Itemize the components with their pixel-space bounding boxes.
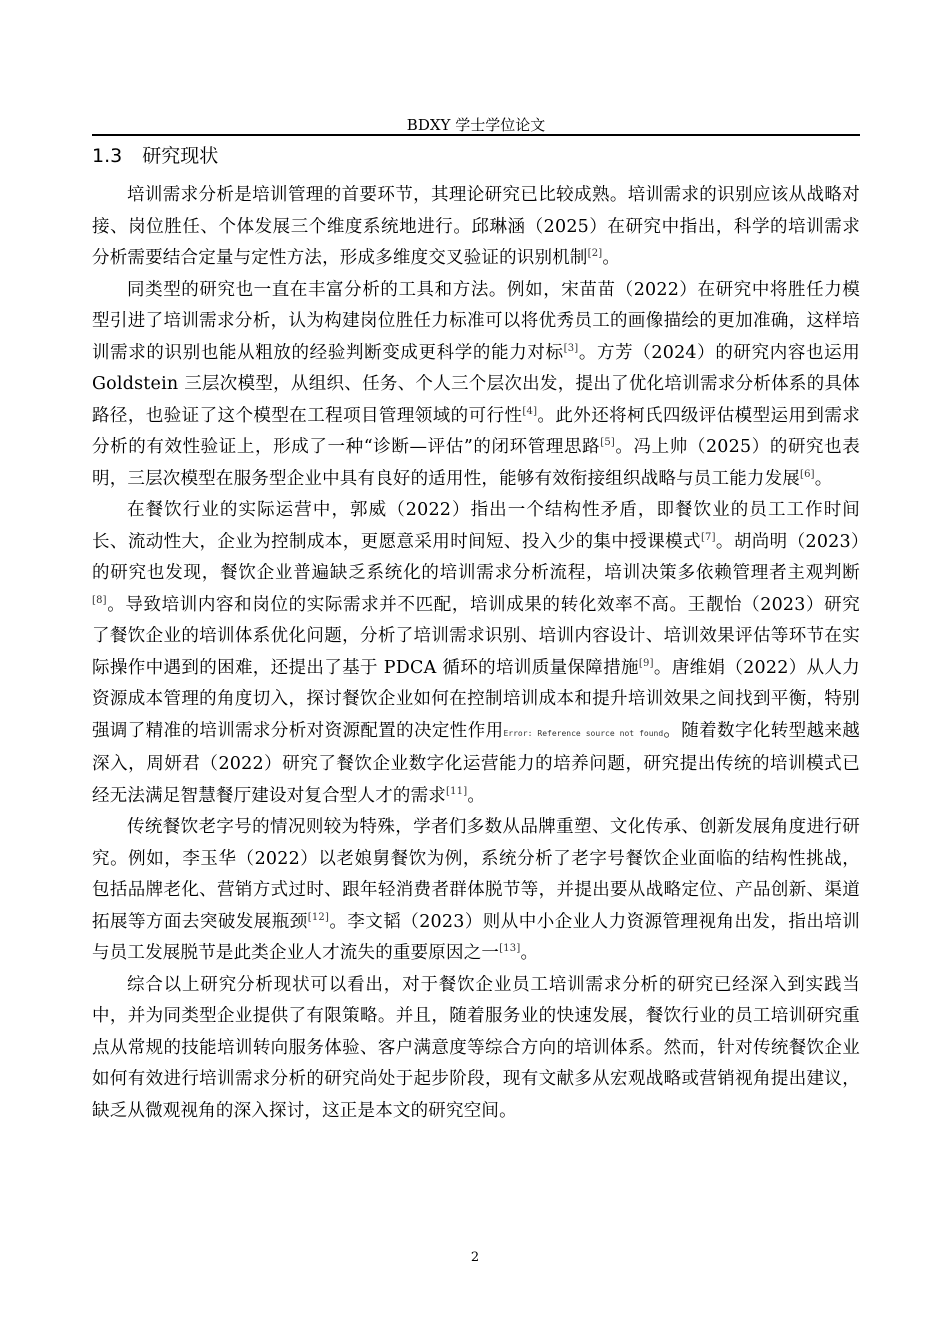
paragraph-3	[92, 495, 860, 812]
paragraph-text: 。随着数字化转型越来越深入，周妍君（2022）研究了餐饮企业数字化运营能力的培养问题，研究提出传统的培训模式已经无法满足智慧餐厅建设对复合型人才的需求	[92, 720, 860, 806]
paragraph-text: 。导致培训内容和岗位的实际需求并不匹配，培训成果的转化效率不高。王靓怡（2023）研究了餐饮企业的培训体系优化问题，分析了培训需求识别、培训内容设计、培训效果评估等环节在实际操作中遇到的困难，还提出了基于 PDCA 循环的培训质量保障措施	[92, 594, 860, 678]
paragraph-text: 综合以上研究分析现状可以看出，对于餐饮企业员工培训需求分析的研究已经深入到实践当中，并为同类型企业提供了有限策略。并且，随着服务业的快速发展，餐饮行业的员工培训研究重点从常规的技能培训转向服务体验、客户满意度等综合方向的培训体系。然而，针对传统餐饮企业如何有效进行培训需求分析的研究尚处于起步阶段，现有文献多从宏观战略或营销视角提出建议，缺乏从微观视角的深入探讨，这正是本文的研究空间。	[92, 974, 860, 1121]
section-title: 研究现状	[142, 145, 219, 167]
citation-ref[interactable]: [5]	[600, 437, 615, 449]
paragraph-5	[92, 970, 860, 1128]
section-number: 1.3	[92, 145, 123, 167]
paragraph-1	[92, 180, 860, 275]
paragraph-text: 。胡尚明（2023）的研究也发现，餐饮企业普遍缺乏系统化的培训需求分析流程，培训决策多依赖管理者主观判断	[92, 531, 860, 583]
paragraph-text: 。唐维娟（2022）从人力资源成本管理的角度切入，探讨餐饮企业如何在控制培训成本和提升培训效果之间找到平衡，特别强调了精准的培训需求分析对资源配置的决定性作用	[92, 657, 860, 741]
citation-ref[interactable]: [4]	[522, 405, 538, 417]
paragraph-text: 。方芳（2024）的研究内容也运用 Goldstein 三层次模型，从组织、任务、个人三个层次出发，提出了优化培训需求分析体系的具体路径，也验证了这个模型在工程项目管理领域的可行性	[92, 342, 860, 426]
running-header: BDXY 学士学位论文	[406, 116, 546, 134]
paragraph-text: 培训需求分析是培训管理的首要环节，其理论研究已比较成熟。培训需求的识别应该从战略对接、岗位胜任、个体发展三个维度系统地进行。邱琳涵（2025）在研究中指出，科学的培训需求分析需要结合定量与定性方法，形成多维度交叉验证的识别机制	[92, 185, 860, 268]
paragraph-text: 在餐饮行业的实际运营中，郭威（2022）指出一个结构性矛盾，即餐饮业的员工工作时间长、流动性大，企业为控制成本，更愿意采用时间短、投入少的集中授课模式	[92, 500, 860, 552]
citation-ref[interactable]: [9]	[638, 657, 654, 669]
paragraph-text: 。	[467, 785, 486, 806]
paragraph-text: 。冯上帅（2025）的研究也表明，三层次模型在服务型企业中具有良好的适用性，能够有效衔接组织战略与员工能力发展	[92, 437, 860, 489]
page-number: 2	[470, 1250, 480, 1265]
citation-ref[interactable]: [6]	[800, 468, 815, 480]
citation-ref[interactable]: [11]	[446, 785, 468, 797]
body-text	[92, 180, 860, 1127]
paragraph-text: 同类型的研究也一直在丰富分析的工具和方法。例如，宋苗苗（2022）在研究中将胜任力模型引进了培训需求分析，认为构建岗位胜任力标准可以将优秀员工的画像描绘的更加准确，这样培训需求的识别也能从粗放的经验判断变成更科学的能力对标	[92, 279, 860, 363]
citation-ref[interactable]: [7]	[700, 531, 716, 543]
paragraph-text: 。	[602, 248, 621, 268]
citation-ref[interactable]: [13]	[499, 943, 521, 955]
paragraph-4	[92, 812, 860, 970]
citation-ref[interactable]: [2]	[587, 248, 603, 260]
citation-ref[interactable]: [3]	[563, 342, 579, 354]
section-heading	[92, 144, 218, 168]
paragraph-text: 。	[520, 943, 539, 963]
citation-ref[interactable]: [12]	[307, 911, 330, 923]
paragraph-text: 。	[814, 468, 833, 489]
citation-ref[interactable]: [8]	[92, 594, 107, 606]
paragraph-text: 传统餐饮老字号的情况则较为特殊，学者们多数从品牌重塑、文化传承、创新发展角度进行研究。例如，李玉华（2022）以老娘舅餐饮为例，系统分析了老字号餐饮企业面临的结构性挑战，包括品牌老化、营销方式过时、跟年轻消费者群体脱节等，并提出要从战略定位、产品创新、渠道拓展等方面去突破发展瓶颈	[92, 817, 860, 932]
paragraph-text: 。此外还将柯氏四级评估模型运用到需求分析的有效性验证上，形成了一种“诊断—评估”的闭环管理思路	[92, 405, 860, 457]
header-rule	[92, 134, 860, 136]
reference-error-text: Error: Reference source not found	[503, 728, 664, 738]
paragraph-text: 。李文韬（2023）则从中小企业人力资源管理视角出发，指出培训与员工发展脱节是此类企业人才流失的重要原因之一	[92, 911, 861, 963]
paragraph-2	[92, 275, 860, 496]
